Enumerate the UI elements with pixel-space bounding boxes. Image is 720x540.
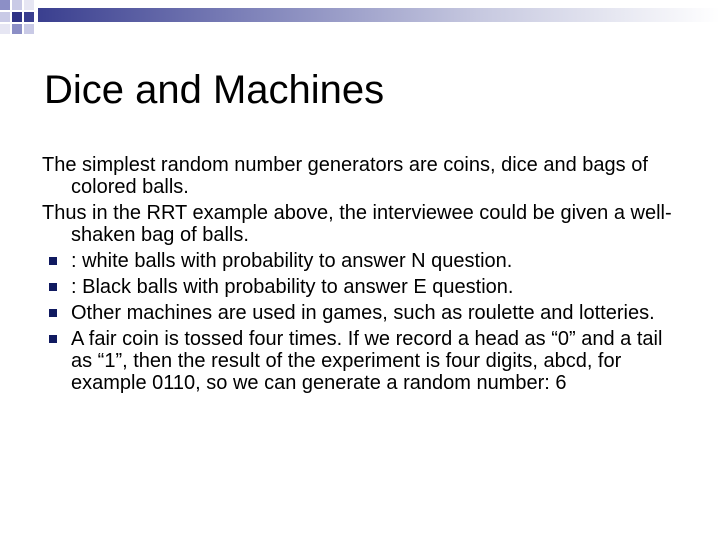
decor-square	[12, 0, 22, 10]
bullet-text: : white balls with probability to answer N question.	[71, 250, 513, 272]
decor-square	[12, 24, 22, 34]
bullet-text: A fair coin is tossed four times. If we record a head as “0” and a tail as “1”, then the result of the experiment is four digits, abcd, for example 0110, so we can generate a random number: 6	[71, 328, 663, 394]
decor-square	[24, 0, 34, 10]
bullet-item	[42, 276, 682, 298]
decor-square	[24, 24, 34, 34]
square-bullet-icon	[49, 283, 57, 291]
slide-body	[42, 154, 682, 398]
bullet-item	[42, 250, 682, 272]
square-bullet-icon	[49, 257, 57, 265]
square-bullet-icon	[49, 309, 57, 317]
decor-square	[0, 0, 10, 10]
bullet-item	[42, 328, 682, 394]
body-paragraph: Thus in the RRT example above, the interviewee could be given a well-shaken bag of balls.	[42, 202, 672, 246]
header-gradient-bar	[38, 8, 720, 22]
decor-square	[24, 12, 34, 22]
decor-square	[0, 12, 10, 22]
header-decoration	[0, 0, 720, 48]
slide-title: Dice and Machines	[44, 68, 385, 112]
square-bullet-icon	[49, 335, 57, 343]
decor-square	[12, 12, 22, 22]
bullet-item	[42, 302, 682, 324]
bullet-text: Other machines are used in games, such as roulette and lotteries.	[71, 302, 655, 324]
bullet-text: : Black balls with probability to answer E question.	[71, 276, 514, 298]
body-paragraph: The simplest random number generators are coins, dice and bags of colored balls.	[42, 154, 648, 198]
decor-square	[0, 24, 10, 34]
